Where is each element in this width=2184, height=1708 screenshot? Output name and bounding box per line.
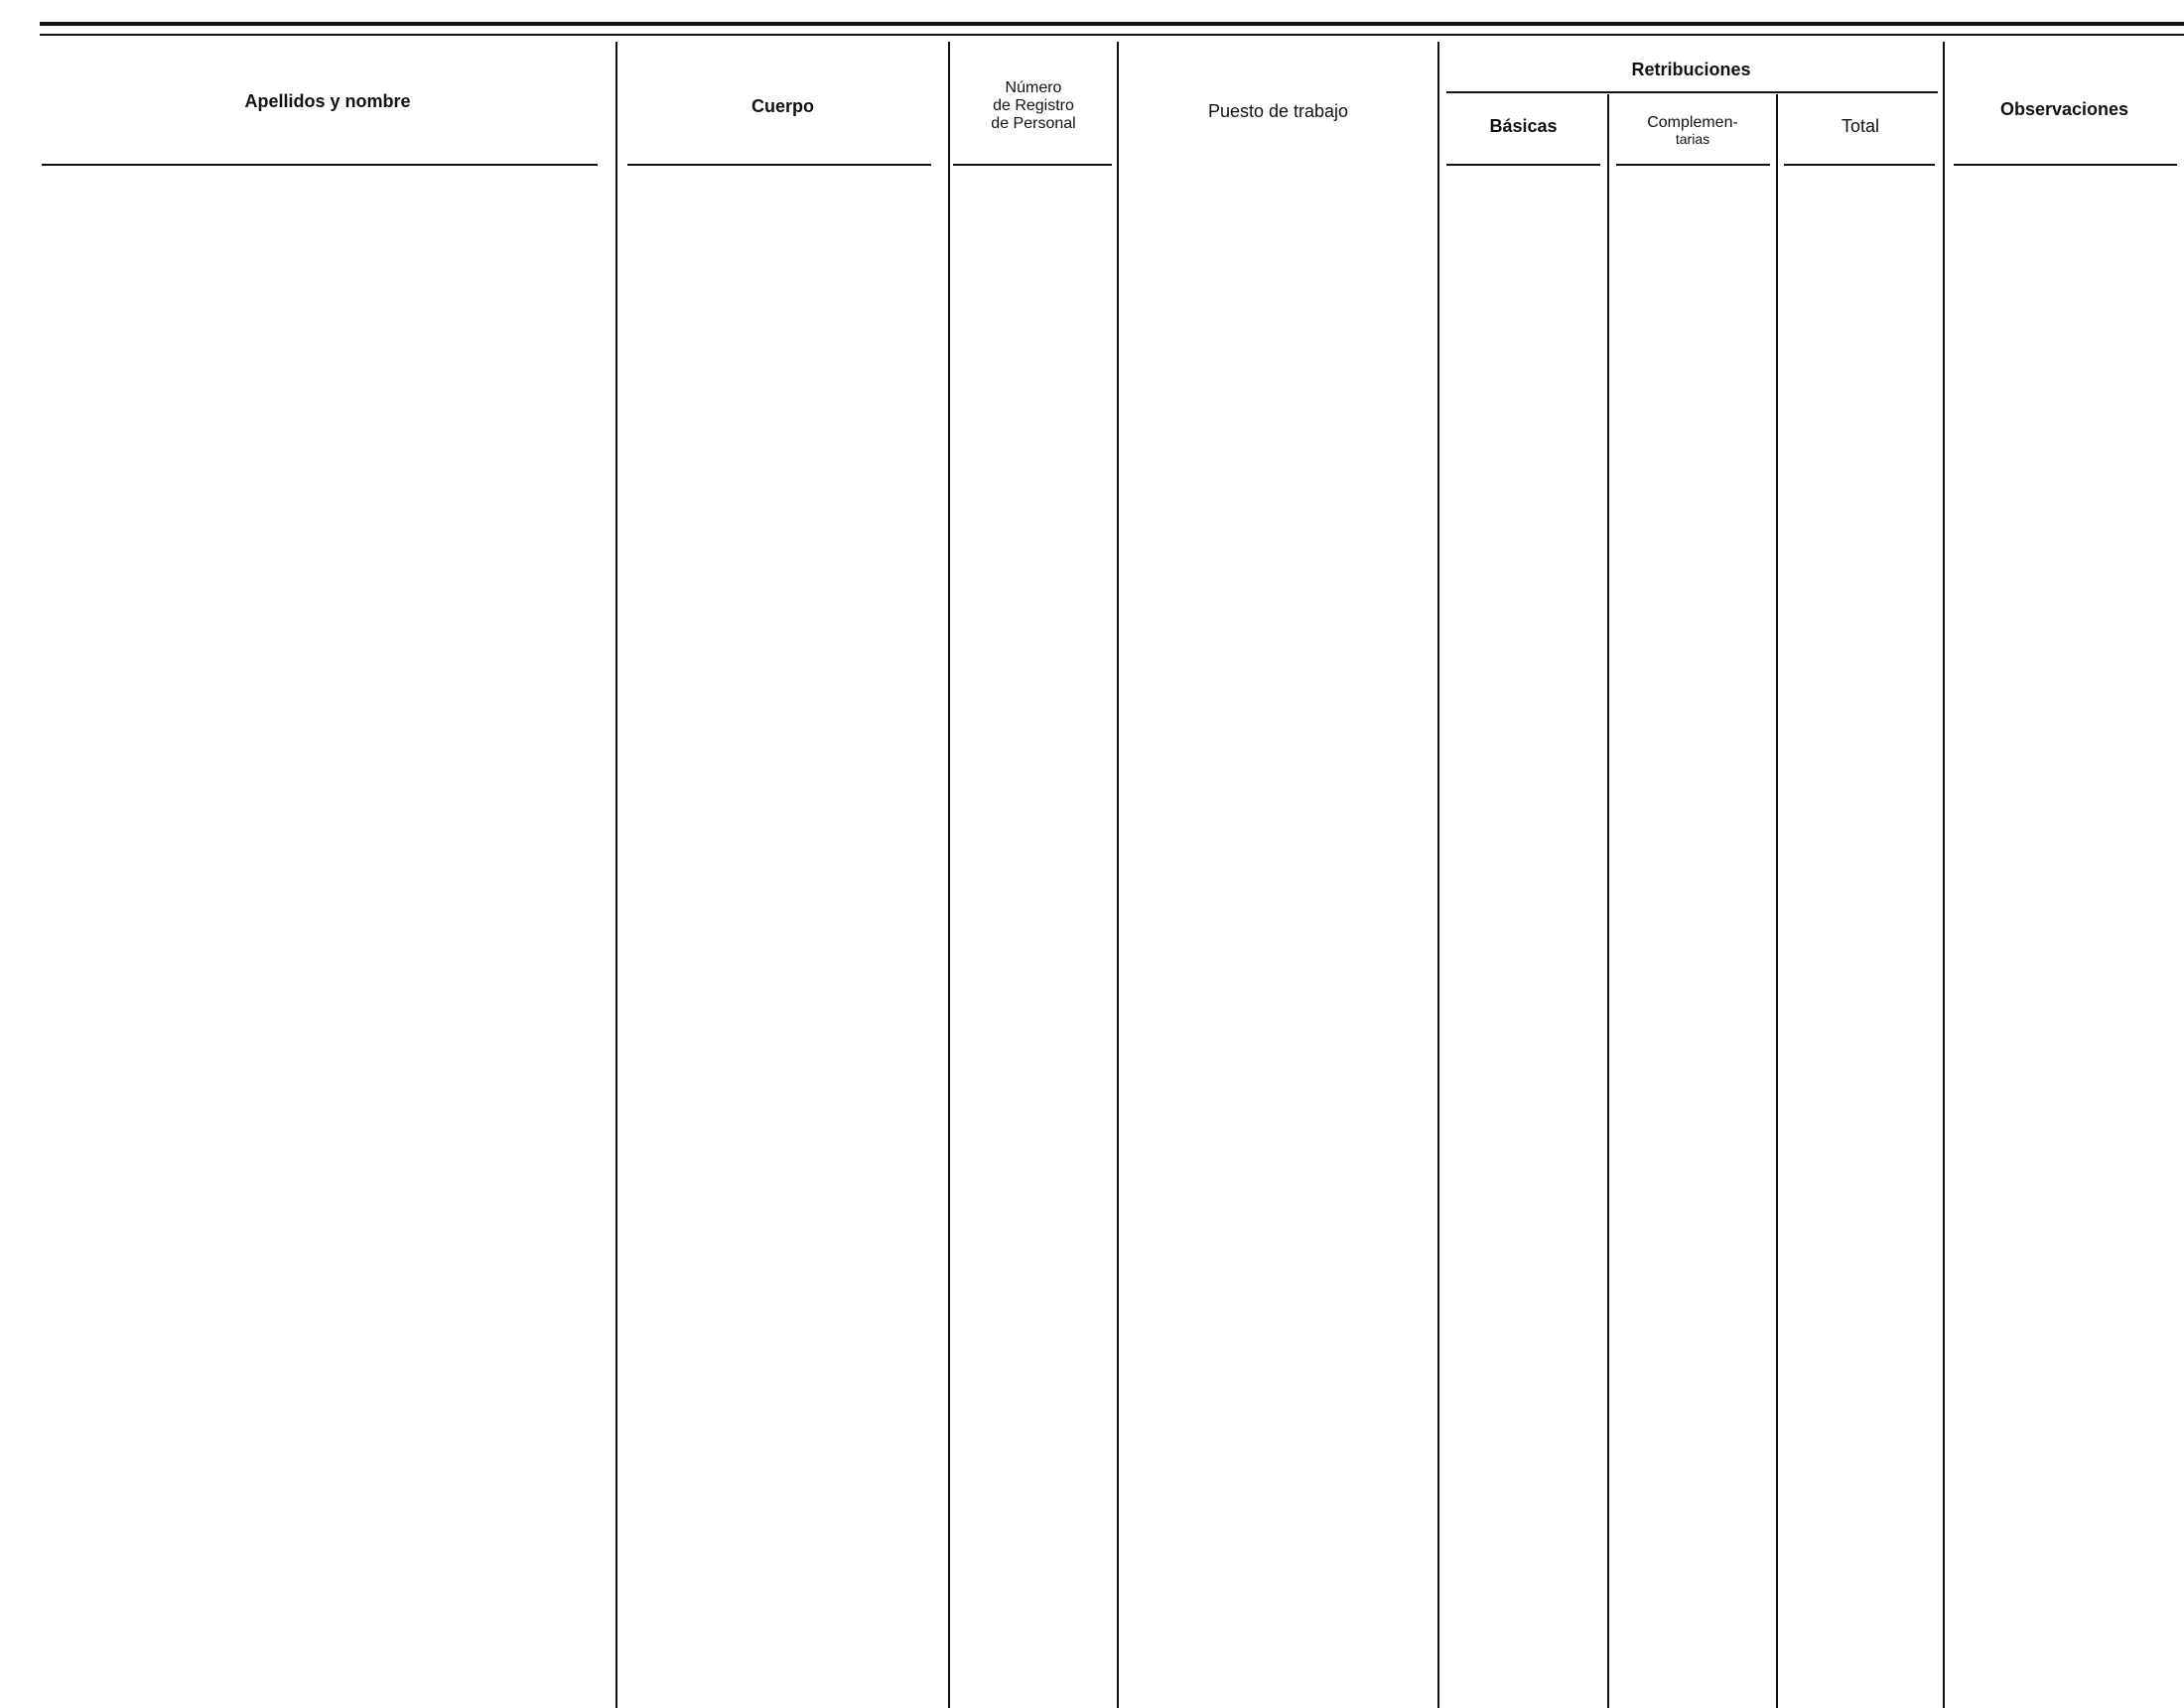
- table-row: [0, 307, 2184, 328]
- table-row: [0, 723, 2184, 745]
- top-rule: [40, 22, 2184, 26]
- header-observaciones: Observaciones: [1999, 99, 2129, 119]
- table-row: [0, 1290, 2184, 1312]
- table-row: [0, 768, 2184, 790]
- table-row: [0, 746, 2184, 768]
- header-rule: [1954, 164, 2177, 166]
- table-row: [0, 820, 2184, 842]
- table-row: [0, 887, 2184, 909]
- table-row: [0, 909, 2184, 931]
- table-row: [0, 1044, 2184, 1066]
- header-cuerpo: Cuerpo: [751, 96, 814, 116]
- table-row: [0, 525, 2184, 547]
- table-row: [0, 1335, 2184, 1357]
- table-row: [0, 1112, 2184, 1133]
- header-retribuciones: Retribuciones: [1631, 60, 1751, 79]
- table-row: [0, 1133, 2184, 1155]
- table-row: [0, 1021, 2184, 1043]
- table-row: [0, 1558, 2184, 1580]
- table-row: [0, 932, 2184, 954]
- table-row: [0, 196, 2184, 217]
- header-puesto: Puesto de trabajo: [1207, 101, 1349, 121]
- header-rule: [1616, 164, 1770, 166]
- table-row: [0, 459, 2184, 480]
- header-rule: [1446, 164, 1600, 166]
- header-comp-l1: Complemen-: [1647, 114, 1738, 131]
- table-row: [0, 1067, 2184, 1089]
- table-row: [0, 679, 2184, 701]
- table-row: [0, 217, 2184, 239]
- table-row: [0, 701, 2184, 723]
- table-row: [0, 1246, 2184, 1267]
- table-row: [0, 1603, 2184, 1625]
- header-basicas: Básicas: [1489, 116, 1558, 136]
- header-numero-l3: de Personal: [991, 115, 1076, 132]
- table-row: [0, 1089, 2184, 1111]
- header-apellidos: Apellidos y nombre: [244, 91, 411, 111]
- table-row: [0, 591, 2184, 613]
- top-rule-thin: [40, 34, 2184, 36]
- header-complementarias: [1609, 114, 1776, 146]
- table-row: [0, 1156, 2184, 1178]
- header-total: Total: [1841, 116, 1880, 136]
- table-row: [0, 414, 2184, 436]
- table-row: [0, 864, 2184, 886]
- table-row: [0, 1469, 2184, 1491]
- header-comp-l2: tarias: [1675, 131, 1710, 147]
- header-rule: [42, 164, 598, 166]
- header-rule: [1784, 164, 1935, 166]
- table-row: [0, 262, 2184, 284]
- header-numero: [950, 79, 1117, 133]
- table-row: [0, 1513, 2184, 1535]
- table-row: [0, 955, 2184, 977]
- table-row: [0, 1380, 2184, 1401]
- table-row: [0, 1224, 2184, 1246]
- table-row: [0, 239, 2184, 261]
- header-numero-l2: de Registro: [993, 97, 1074, 114]
- header-rule: [627, 164, 931, 166]
- table-row: [0, 1647, 2184, 1669]
- table-row: [0, 1424, 2184, 1446]
- header-rule: [953, 164, 1112, 166]
- table-row: [0, 1179, 2184, 1201]
- header-numero-l1: Número: [1005, 79, 1062, 96]
- table-row: [0, 1201, 2184, 1223]
- table-row: [0, 999, 2184, 1021]
- table-row: [0, 328, 2184, 350]
- table-row: [0, 284, 2184, 306]
- table-row: [0, 843, 2184, 864]
- retrib-rule: [1446, 91, 1938, 93]
- table-row: [0, 977, 2184, 998]
- table-row: [0, 369, 2184, 391]
